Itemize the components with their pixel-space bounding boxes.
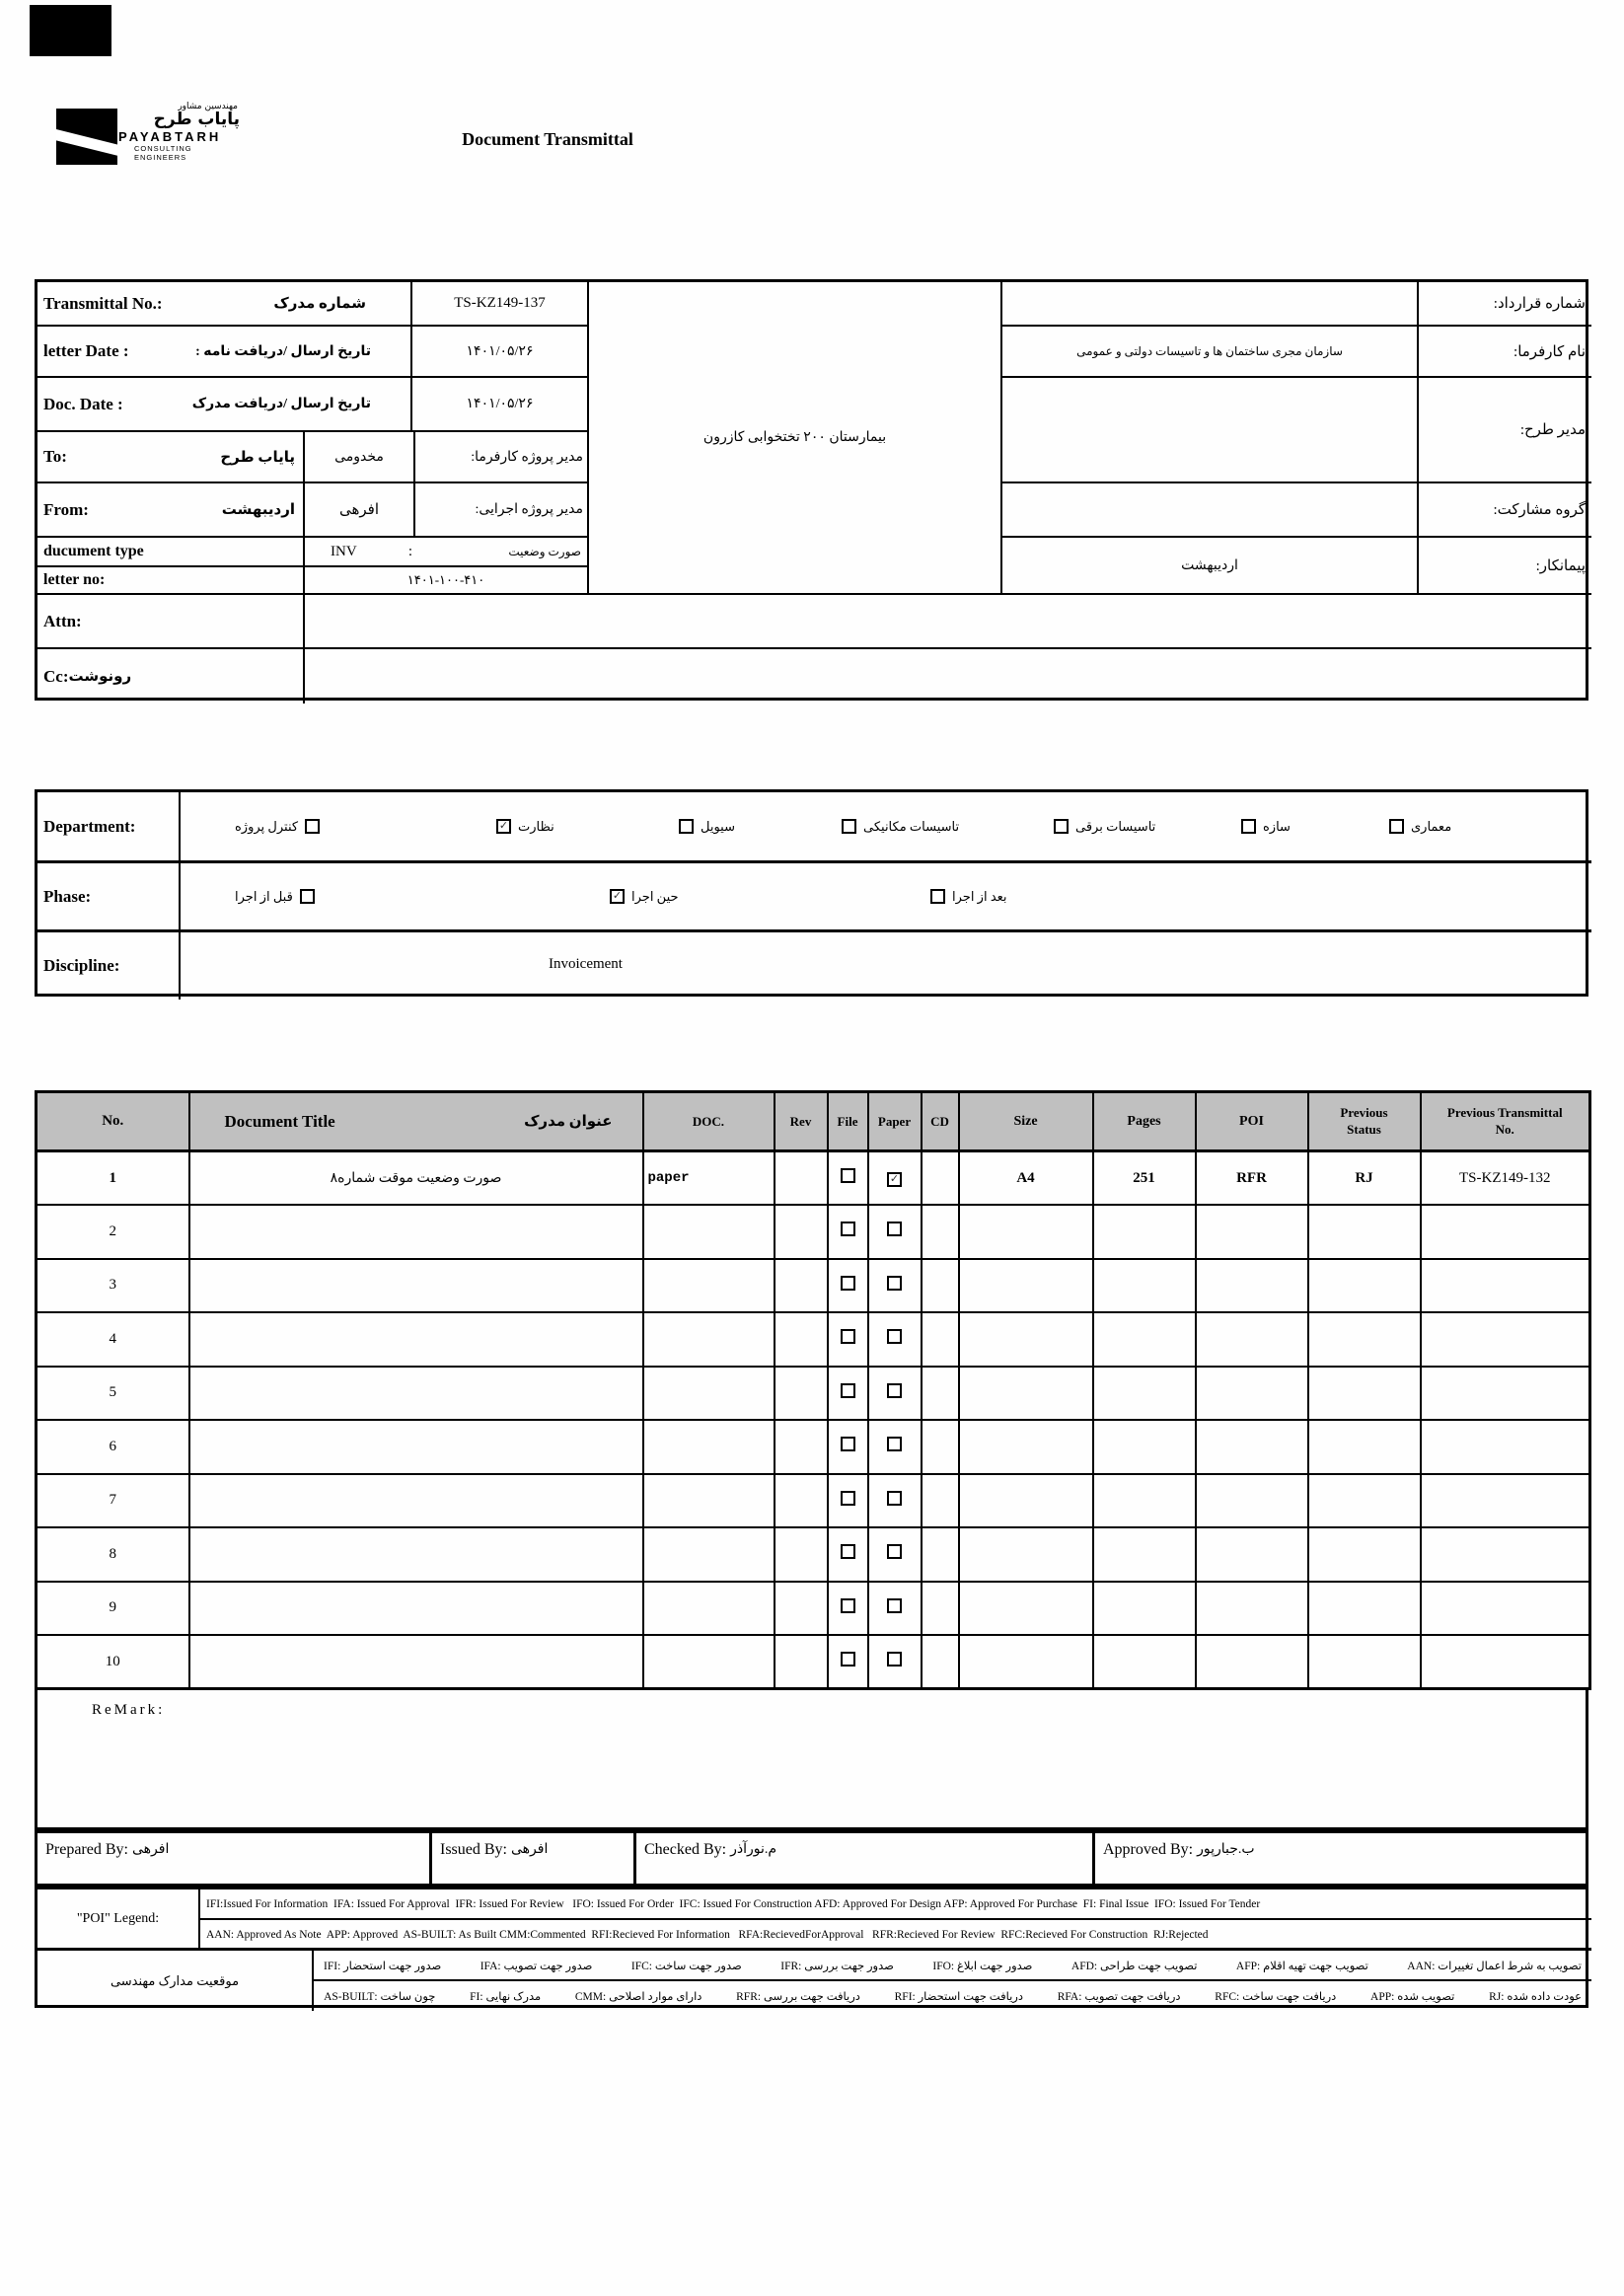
cell-doc	[643, 1259, 775, 1313]
cell-prev-transmittal	[1421, 1582, 1590, 1636]
cell-prev-transmittal	[1421, 1420, 1590, 1474]
cell-poi	[1196, 1205, 1308, 1259]
contract-no-label: شماره قرارداد:	[1419, 282, 1591, 327]
checked-by-cell	[636, 1830, 1095, 1887]
checkbox-icon	[930, 889, 945, 904]
phase-label: Phase:	[43, 886, 92, 906]
poi-legend	[35, 1887, 1588, 2008]
col-header-prev-status: Previous Status	[1308, 1092, 1421, 1151]
cell-no: 3	[37, 1259, 189, 1313]
prepared-by-value: افرهی	[131, 1842, 170, 1857]
checkbox-icon	[300, 889, 315, 904]
client-label: نام کارفرما:	[1419, 327, 1591, 378]
signature-row	[35, 1830, 1588, 1887]
cell-cd	[922, 1259, 959, 1313]
doc-date-label: Doc. Date :	[43, 394, 123, 413]
contractor-label: پیمانکار:	[1419, 538, 1591, 595]
table-row	[37, 1367, 1590, 1421]
contractor-value: اردیبهشت	[1002, 538, 1419, 595]
col-header-no: No.	[37, 1092, 189, 1151]
document-status-label-fa: موقعیت مدارک مهندسی	[110, 1972, 240, 1988]
cell-cd	[922, 1312, 959, 1367]
prepared-by-cell	[35, 1830, 432, 1887]
checkbox-icon	[610, 889, 625, 904]
cell-title	[189, 1367, 643, 1421]
header-table	[35, 279, 1588, 701]
paper-checkbox	[887, 1491, 902, 1506]
cell-doc	[643, 1635, 775, 1689]
cell-prev-status	[1308, 1312, 1421, 1367]
table-row	[37, 1205, 1590, 1259]
cell-poi	[1196, 1582, 1308, 1636]
col-header-title: Document Title عنوان مدرک	[189, 1092, 643, 1151]
legend-item: تصویب به شرط اعمال تغییرات :AAN	[1407, 1960, 1582, 1972]
remark-box	[35, 1687, 1588, 1830]
cell-paper	[868, 1527, 922, 1582]
design-manager-value	[1002, 378, 1419, 483]
paper-checkbox	[887, 1652, 902, 1666]
design-manager-label: مدیر طرح:	[1419, 378, 1591, 483]
cell-prev-transmittal	[1421, 1527, 1590, 1582]
cell-rev	[775, 1151, 828, 1206]
letter-date-label: letter Date :	[43, 341, 129, 360]
from-person: افرهی	[305, 483, 415, 538]
cell-doc	[643, 1474, 775, 1528]
cell-pages	[1093, 1474, 1196, 1528]
paper-checkbox	[887, 1276, 902, 1291]
cell-file	[828, 1259, 868, 1313]
cell-cd	[922, 1582, 959, 1636]
paper-checkbox	[887, 1383, 902, 1398]
table-row	[37, 1582, 1590, 1636]
cell-rev	[775, 1259, 828, 1313]
cell-prev-status	[1308, 1205, 1421, 1259]
cell-no: 9	[37, 1582, 189, 1636]
checkbox-icon	[1389, 819, 1404, 834]
discipline-value: Invoicement	[549, 956, 623, 972]
approved-by-value: ب.جبارپور	[1197, 1842, 1255, 1857]
to-label: To:	[43, 447, 67, 466]
cell-doc	[643, 1582, 775, 1636]
paper-checkbox	[887, 1172, 902, 1187]
cell-poi	[1196, 1259, 1308, 1313]
cell-prev-status	[1308, 1259, 1421, 1313]
department-table	[35, 789, 1588, 997]
jv-group-value	[1002, 483, 1419, 538]
cell-size	[959, 1205, 1093, 1259]
cell-size	[959, 1527, 1093, 1582]
jv-group-label: گروه مشارکت:	[1419, 483, 1591, 538]
legend-en-row-1: IFI:Issued For Information IFA: Issued For Approval IFR: Issued For Review IFO: Issued For Order IFC: Issued For Construction AFD: Approved For Design AFP: Approved For Purchase FI: Final Issue IFO: Issued For Tender	[200, 1889, 1591, 1920]
department-option-architecture: معماری	[1389, 819, 1451, 835]
cell-title: صورت وضعیت موقت شماره۸	[189, 1151, 643, 1206]
issued-by-cell	[432, 1830, 636, 1887]
cell-prev-status	[1308, 1527, 1421, 1582]
cell-title	[189, 1312, 643, 1367]
from-label: From:	[43, 499, 89, 519]
cell-prev-status	[1308, 1367, 1421, 1421]
paper-checkbox	[887, 1222, 902, 1236]
issued-by-label: Issued By:	[440, 1841, 507, 1858]
phase-option-during-execution: ✓ حین اجرا	[610, 889, 679, 905]
checked-by-value: م.نورآذر	[730, 1842, 777, 1857]
doc-type-label: ducument type	[43, 543, 144, 559]
cell-prev-transmittal	[1421, 1259, 1590, 1313]
col-header-file: File	[828, 1092, 868, 1151]
cell-no: 4	[37, 1312, 189, 1367]
cell-file	[828, 1635, 868, 1689]
department-options-row	[181, 792, 1591, 863]
cell-file	[828, 1420, 868, 1474]
checkbox-icon	[496, 819, 511, 834]
cell-rev	[775, 1205, 828, 1259]
cell-size: A4	[959, 1151, 1093, 1206]
cell-rev	[775, 1527, 828, 1582]
legend-item: صدور جهت ابلاغ :IFO	[932, 1960, 1033, 1972]
legend-item: صدور جهت تصویب :IFA	[480, 1960, 593, 1972]
cell-prev-status	[1308, 1420, 1421, 1474]
attn-value	[305, 595, 1591, 649]
table-row	[37, 1635, 1590, 1689]
legend-item: تصویب شده :APP	[1370, 1991, 1455, 2003]
cell-pages	[1093, 1312, 1196, 1367]
cell-file	[828, 1205, 868, 1259]
col-header-prev-transmittal: Previous Transmittal No.	[1421, 1092, 1590, 1151]
legend-fa-row-1	[314, 1951, 1591, 1981]
attn-label: Attn:	[43, 611, 82, 630]
legend-item: مدرک نهایی :FI	[470, 1991, 542, 2003]
legend-item: چون ساخت :AS-BUILT	[324, 1991, 436, 2003]
cell-prev-transmittal	[1421, 1367, 1590, 1421]
phase-option-after-execution: بعد از اجرا	[930, 889, 1007, 905]
cell-size	[959, 1635, 1093, 1689]
cell-doc	[643, 1205, 775, 1259]
logo-fa-small: مهندسین مشاور	[178, 102, 238, 111]
department-option-civil: سیویل	[679, 819, 735, 835]
legend-item: دریافت جهت بررسی :RFR	[736, 1991, 860, 2003]
approved-by-cell	[1095, 1830, 1588, 1887]
checkbox-icon	[1054, 819, 1069, 834]
legend-en-row-2: AAN: Approved As Note APP: Approved AS-BUILT: As Built CMM:Commented RFI:Recieved For Information RFA:RecievedForApproval RFR:Recieved For Review RFC:Recieved For Construction RJ:Rejected	[200, 1922, 1591, 1951]
project-name: بیمارستان ۲۰۰ تختخوابی کازرون	[589, 282, 1002, 595]
discipline-label: Discipline:	[43, 956, 120, 975]
file-checkbox	[841, 1437, 855, 1451]
file-checkbox	[841, 1276, 855, 1291]
legend-item: صدور جهت بررسی :IFR	[780, 1960, 894, 1972]
checked-by-label: Checked By:	[644, 1841, 727, 1858]
cell-poi	[1196, 1474, 1308, 1528]
department-option-mechanical: تاسیسات مکانیکی	[842, 819, 959, 835]
from-role-label: مدیر پروژه اجرایی:	[415, 483, 589, 538]
cell-file	[828, 1312, 868, 1367]
cell-no: 10	[37, 1635, 189, 1689]
doc-type-value: INV	[331, 543, 357, 559]
cell-prev-transmittal	[1421, 1635, 1590, 1689]
transmittal-no-label-fa: شماره مدرک	[273, 296, 366, 312]
department-option-structure: سازه	[1241, 819, 1291, 835]
file-checkbox	[841, 1222, 855, 1236]
col-header-paper: Paper	[868, 1092, 922, 1151]
cell-doc	[643, 1420, 775, 1474]
legend-item: عودت داده شده :RJ	[1489, 1991, 1582, 2003]
checkbox-icon	[305, 819, 320, 834]
cell-pages: 251	[1093, 1151, 1196, 1206]
cell-paper	[868, 1474, 922, 1528]
cc-label-fa: رونوشت	[68, 669, 132, 685]
cell-title	[189, 1420, 643, 1474]
logo-en-name: PAYABTARH	[118, 128, 222, 144]
col-header-pages: Pages	[1093, 1092, 1196, 1151]
doc-type-colon: :	[407, 543, 413, 559]
cell-prev-transmittal	[1421, 1205, 1590, 1259]
cell-doc: paper	[643, 1151, 775, 1206]
table-row	[37, 1527, 1590, 1582]
legend-item: دریافت جهت استحضار :RFI	[894, 1991, 1023, 2003]
cell-size	[959, 1420, 1093, 1474]
cell-pages	[1093, 1259, 1196, 1313]
letter-no-value: ۱۴۰۱-۱۰۰-۴۱۰	[305, 567, 589, 595]
cell-rev	[775, 1420, 828, 1474]
cc-value	[305, 649, 1591, 704]
legend-item: دریافت جهت تصویب :RFA	[1057, 1991, 1181, 2003]
cell-cd	[922, 1474, 959, 1528]
doc-date-label-fa: تاریخ ارسال /دریافت مدرک	[191, 397, 371, 411]
file-checkbox	[841, 1598, 855, 1613]
page-title: Document Transmittal	[462, 129, 633, 149]
paper-checkbox	[887, 1544, 902, 1559]
to-value: پایاب طرح	[220, 449, 295, 466]
department-option-electrical: تاسیسات برقی	[1054, 819, 1155, 835]
cell-file	[828, 1582, 868, 1636]
legend-item: دریافت جهت ساخت :RFC	[1215, 1991, 1337, 2003]
transmittal-no-value: TS-KZ149-137	[412, 282, 589, 327]
table-row	[37, 1474, 1590, 1528]
cc-label: Cc:	[43, 666, 69, 686]
checkbox-icon	[842, 819, 856, 834]
cell-rev	[775, 1582, 828, 1636]
cell-pages	[1093, 1582, 1196, 1636]
cell-cd	[922, 1527, 959, 1582]
legend-item: تصویب جهت تهیه اقلام :AFP	[1235, 1960, 1368, 1972]
cell-rev	[775, 1312, 828, 1367]
paper-checkbox	[887, 1329, 902, 1344]
cell-title	[189, 1259, 643, 1313]
cell-cd	[922, 1151, 959, 1206]
cell-prev-transmittal	[1421, 1312, 1590, 1367]
file-checkbox	[841, 1491, 855, 1506]
department-option-project-control: کنترل پروژه	[235, 819, 320, 835]
table-row	[37, 1151, 1590, 1206]
cell-cd	[922, 1367, 959, 1421]
scan-mark	[30, 5, 111, 56]
client-value: سازمان مجری ساختمان ها و تاسیسات دولتی و عمومی	[1002, 327, 1419, 378]
issued-by-value: افرهی	[511, 1842, 549, 1857]
cell-paper	[868, 1312, 922, 1367]
cell-poi	[1196, 1635, 1308, 1689]
table-row	[37, 1420, 1590, 1474]
cell-title	[189, 1205, 643, 1259]
doc-date-value: ۱۴۰۱/۰۵/۲۶	[412, 378, 589, 432]
legend-fa-row-2	[314, 1981, 1591, 2011]
cell-paper	[868, 1420, 922, 1474]
cell-title	[189, 1527, 643, 1582]
remark-label: ReMark:	[92, 1702, 166, 1718]
legend-item: تصویب جهت طراحی :AFD	[1070, 1960, 1198, 1972]
checkbox-icon	[679, 819, 694, 834]
col-header-doc: DOC.	[643, 1092, 775, 1151]
cell-doc	[643, 1312, 775, 1367]
cell-file	[828, 1151, 868, 1206]
cell-pages	[1093, 1205, 1196, 1259]
col-header-size: Size	[959, 1092, 1093, 1151]
company-logo	[56, 109, 117, 165]
cell-prev-status	[1308, 1635, 1421, 1689]
cell-doc	[643, 1527, 775, 1582]
cell-poi	[1196, 1527, 1308, 1582]
paper-checkbox	[887, 1598, 902, 1613]
cell-file	[828, 1367, 868, 1421]
department-label: Department:	[43, 816, 136, 836]
cell-prev-status: RJ	[1308, 1151, 1421, 1206]
cell-size	[959, 1367, 1093, 1421]
file-checkbox	[841, 1544, 855, 1559]
paper-checkbox	[887, 1437, 902, 1451]
from-value: اردیبهشت	[221, 502, 295, 518]
logo-swoosh-icon	[56, 127, 117, 161]
cell-title	[189, 1582, 643, 1636]
cell-poi	[1196, 1420, 1308, 1474]
table-header-row	[37, 1092, 1590, 1151]
doc-type-value-fa: صورت وضعیت	[508, 544, 581, 558]
legend-item: دارای موارد اصلاحی :CMM	[574, 1991, 702, 2003]
poi-legend-label: "POI" Legend:	[76, 1910, 160, 1926]
col-header-rev: Rev	[775, 1092, 828, 1151]
cell-pages	[1093, 1367, 1196, 1421]
cell-poi: RFR	[1196, 1151, 1308, 1206]
col-header-poi: POI	[1196, 1092, 1308, 1151]
col-header-cd: CD	[922, 1092, 959, 1151]
cell-size	[959, 1582, 1093, 1636]
cell-cd	[922, 1635, 959, 1689]
cell-prev-transmittal	[1421, 1474, 1590, 1528]
cell-no: 1	[37, 1151, 189, 1206]
cell-cd	[922, 1420, 959, 1474]
legend-item: صدور جهت ساخت :IFC	[630, 1960, 742, 1972]
prepared-by-label: Prepared By:	[45, 1841, 128, 1858]
cell-size	[959, 1312, 1093, 1367]
cell-pages	[1093, 1420, 1196, 1474]
cell-no: 8	[37, 1527, 189, 1582]
file-checkbox	[841, 1383, 855, 1398]
contract-no-value	[1002, 282, 1419, 327]
to-role-label: مدیر پروژه کارفرما:	[415, 432, 589, 483]
table-row	[37, 1259, 1590, 1313]
cell-no: 5	[37, 1367, 189, 1421]
cell-poi	[1196, 1312, 1308, 1367]
phase-options-row	[181, 863, 1591, 932]
cell-paper	[868, 1259, 922, 1313]
cell-doc	[643, 1367, 775, 1421]
checkbox-icon	[1241, 819, 1256, 834]
cell-file	[828, 1527, 868, 1582]
cell-paper	[868, 1205, 922, 1259]
letter-date-label-fa: تاریخ ارسال /دریافت نامه :	[195, 343, 371, 359]
cell-paper	[868, 1367, 922, 1421]
cell-title	[189, 1635, 643, 1689]
cell-pages	[1093, 1635, 1196, 1689]
cell-cd	[922, 1205, 959, 1259]
cell-paper	[868, 1151, 922, 1206]
transmittal-no-label: Transmittal No.:	[43, 293, 163, 313]
cell-no: 2	[37, 1205, 189, 1259]
department-option-supervision: ✓ نظارت	[496, 819, 554, 835]
cell-prev-status	[1308, 1474, 1421, 1528]
approved-by-label: Approved By:	[1103, 1841, 1194, 1858]
cell-rev	[775, 1474, 828, 1528]
table-row	[37, 1312, 1590, 1367]
cell-paper	[868, 1582, 922, 1636]
file-checkbox	[841, 1652, 855, 1666]
cell-file	[828, 1474, 868, 1528]
cell-pages	[1093, 1527, 1196, 1582]
legend-item: صدور جهت استحضار :IFI	[324, 1960, 442, 1972]
logo-fa-name: پایاب طرح	[153, 110, 240, 129]
file-checkbox	[841, 1168, 855, 1183]
cell-title	[189, 1474, 643, 1528]
cell-no: 7	[37, 1474, 189, 1528]
cell-size	[959, 1259, 1093, 1313]
cell-prev-status	[1308, 1582, 1421, 1636]
document-list-table	[35, 1090, 1591, 1690]
to-person: مخدومی	[305, 432, 415, 483]
cell-size	[959, 1474, 1093, 1528]
cell-rev	[775, 1367, 828, 1421]
phase-option-before-execution: قبل از اجرا	[235, 889, 315, 905]
cell-prev-transmittal: TS-KZ149-132	[1421, 1151, 1590, 1206]
file-checkbox	[841, 1329, 855, 1344]
letter-no-label: letter no:	[43, 571, 106, 588]
cell-paper	[868, 1635, 922, 1689]
logo-en-subtitle: CONSULTING ENGINEERS	[134, 143, 192, 162]
cell-no: 6	[37, 1420, 189, 1474]
logo-text-block	[118, 102, 242, 162]
letter-date-value: ۱۴۰۱/۰۵/۲۶	[412, 327, 589, 378]
cell-rev	[775, 1635, 828, 1689]
cell-poi	[1196, 1367, 1308, 1421]
